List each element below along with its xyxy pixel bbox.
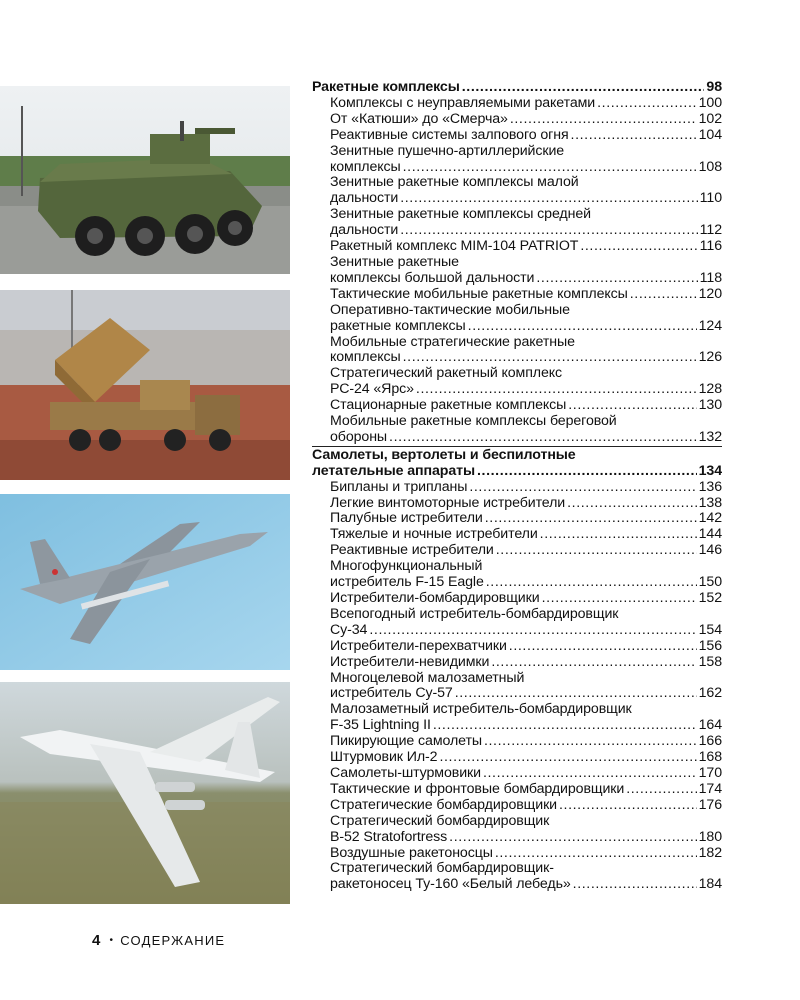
toc-page-number: 154	[698, 622, 722, 638]
dot-leader	[389, 430, 697, 446]
toc-entry-title: Многофункциональный	[330, 559, 483, 575]
toc-entry-title: Всепогодный истребитель-бомбардировщик	[330, 606, 619, 622]
fighter-jet-photo	[0, 494, 290, 670]
toc-entry	[312, 543, 722, 559]
toc-entry-title: Су-34	[330, 622, 368, 638]
dot-leader	[477, 464, 697, 480]
toc-entry-title: B-52 Stratofortress	[330, 829, 448, 845]
toc-entry-title: Бипланы и трипланы	[330, 479, 468, 495]
toc-page-number: 130	[698, 398, 722, 414]
dot-leader	[597, 96, 696, 112]
toc-entry-row	[330, 398, 722, 414]
dot-leader	[433, 718, 697, 734]
toc-page-number: 118	[699, 270, 722, 286]
toc-page-number: 162	[698, 686, 722, 702]
toc-page-number: 168	[698, 750, 722, 766]
toc-entry-title: Штурмовик Ил-2	[330, 750, 438, 766]
toc-entry-title: Оперативно-тактические мобильные	[330, 302, 570, 318]
dot-leader	[416, 382, 697, 398]
toc-entry-title: Комплексы с неуправляемыми ракетами	[330, 95, 596, 111]
toc-entry-title: Стационарные ракетные комплексы	[330, 398, 567, 414]
toc-entry-title: От «Катюши» до «Смерча»	[330, 111, 508, 127]
toc-entry	[312, 303, 722, 335]
toc-entry-row	[330, 511, 722, 527]
dot-leader	[510, 112, 697, 128]
toc-entry-title: Стратегический бомбардировщик-	[330, 861, 554, 877]
toc-page-number: 134	[698, 463, 722, 479]
toc-section	[312, 448, 722, 480]
toc-entry	[312, 527, 722, 543]
toc-entry-row	[330, 877, 722, 893]
toc-entry-title: ракетоносец Ту-160 «Белый лебедь»	[330, 877, 571, 893]
dot-leader	[400, 191, 697, 207]
toc-entry	[312, 398, 722, 414]
toc-page-number: 104	[698, 127, 722, 143]
toc-entry-row	[330, 239, 722, 255]
dot-leader	[486, 575, 697, 591]
section-divider	[312, 446, 722, 447]
toc-entry-title: истребитель Су-57	[330, 686, 453, 702]
dot-leader	[462, 80, 705, 96]
toc-entry-title: Тактические мобильные ракетные комплексы	[330, 286, 628, 302]
toc-entry-title: дальности	[330, 223, 399, 239]
dot-leader	[491, 655, 696, 671]
toc-entry-row	[330, 591, 722, 607]
toc-entry	[312, 112, 722, 128]
toc-entry-title: Легкие винтомоторные истребители	[330, 495, 566, 511]
toc-entry-row	[330, 639, 722, 655]
toc-entry-title: РС-24 «Ярс»	[330, 382, 414, 398]
toc-entry-row	[330, 527, 722, 543]
toc-entry-row	[312, 80, 722, 96]
dot-leader	[495, 846, 697, 862]
toc-entry-row	[330, 287, 722, 303]
toc-entry	[312, 96, 722, 112]
toc-entry-row	[330, 271, 722, 287]
toc-page-number: 146	[698, 543, 722, 559]
dot-leader	[469, 480, 696, 496]
toc-entry-row	[330, 766, 722, 782]
toc-entry-row	[330, 160, 722, 176]
toc-entry-title: обороны	[330, 429, 388, 445]
toc-entry	[312, 496, 722, 512]
toc-entry-row	[330, 96, 722, 112]
toc-entry-title: Стратегический ракетный комплекс	[330, 366, 563, 382]
toc-entry	[312, 861, 722, 893]
dot-leader	[496, 543, 697, 559]
toc-entry-title: комплексы большой дальности	[330, 270, 535, 286]
dot-leader	[485, 511, 697, 527]
toc-entry	[312, 846, 722, 862]
toc-entry-row	[312, 464, 722, 480]
toc-entry-row	[330, 623, 722, 639]
toc-entry-row	[330, 128, 722, 144]
toc-entry-title: Зенитные ракетные	[330, 254, 459, 270]
toc-entry	[312, 734, 722, 750]
toc-entry-row	[330, 575, 722, 591]
toc-entry-row	[330, 223, 722, 239]
dot-leader	[542, 591, 697, 607]
page-footer	[92, 932, 225, 949]
toc-entry-row	[330, 496, 722, 512]
toc-page-number: 124	[698, 318, 722, 334]
toc-entry-title: Воздушные ракетоносцы	[330, 845, 493, 861]
toc-entry	[312, 639, 722, 655]
toc-entry-row	[330, 718, 722, 734]
toc-section	[312, 80, 722, 96]
toc-page-number: 142	[698, 511, 722, 527]
dot-leader	[484, 734, 697, 750]
toc-page-number: 144	[698, 527, 722, 543]
dot-leader	[568, 398, 696, 414]
toc-entry-row	[330, 686, 722, 702]
toc-entry	[312, 480, 722, 496]
toc-page-number: 110	[699, 191, 722, 207]
toc-entry-row	[330, 734, 722, 750]
toc-entry-title: Малозаметный истребитель-бомбардировщик	[330, 702, 632, 718]
table-of-contents	[312, 80, 722, 893]
armored-vehicle-photo	[0, 86, 290, 274]
toc-entry-title: летательные аппараты	[312, 463, 475, 479]
dot-leader	[483, 766, 697, 782]
toc-entry-title: Самолеты-штурмовики	[330, 765, 481, 781]
toc-page-number: 164	[698, 718, 722, 734]
toc-entry	[312, 591, 722, 607]
toc-entry	[312, 255, 722, 287]
dot-leader	[573, 877, 697, 893]
toc-entry-row	[330, 430, 722, 446]
toc-page-number: 166	[698, 734, 722, 750]
toc-entry-title: комплексы	[330, 350, 401, 366]
toc-entry-row	[330, 655, 722, 671]
toc-entry	[312, 798, 722, 814]
toc-page-number: 128	[698, 382, 722, 398]
toc-entry-title: Истребители-перехватчики	[330, 638, 507, 654]
toc-page-number: 182	[698, 845, 722, 861]
toc-page-number: 108	[698, 159, 722, 175]
toc-entry-title: Реактивные системы залпового огня	[330, 127, 569, 143]
toc-entry-title: Многоцелевой малозаметный	[330, 670, 525, 686]
toc-page-number: 170	[698, 765, 722, 781]
toc-entry-title: Истребители-невидимки	[330, 654, 490, 670]
toc-entry	[312, 414, 722, 446]
dot-leader	[540, 527, 697, 543]
toc-entry-row	[330, 846, 722, 862]
toc-page-number: 174	[698, 781, 722, 797]
toc-entry-row	[330, 750, 722, 766]
toc-entry-row	[330, 782, 722, 798]
dot-leader	[468, 319, 697, 335]
toc-entry	[312, 559, 722, 591]
dot-leader	[400, 223, 697, 239]
toc-page-number: 138	[698, 495, 722, 511]
toc-page-number: 136	[698, 479, 722, 495]
toc-page-number: 98	[706, 80, 722, 95]
patriot-launcher-photo	[0, 290, 290, 480]
toc-entry-title: комплексы	[330, 159, 401, 175]
toc-page-number: 112	[699, 223, 722, 239]
toc-entry-title: Зенитные ракетные комплексы малой	[330, 175, 579, 191]
dot-leader	[509, 639, 697, 655]
toc-entry-title: Стратегические бомбардировщики	[330, 797, 557, 813]
toc-entry	[312, 671, 722, 703]
toc-entry-row	[330, 382, 722, 398]
toc-entry	[312, 702, 722, 734]
toc-entry-row	[330, 112, 722, 128]
toc-entry	[312, 128, 722, 144]
toc-page-number: 176	[698, 797, 722, 813]
footer-bullet: •	[109, 935, 115, 946]
toc-entry-row	[330, 350, 722, 366]
dot-leader	[369, 623, 696, 639]
toc-entry-title: Мобильные ракетные комплексы береговой	[330, 414, 617, 430]
dot-leader	[580, 239, 697, 255]
toc-entry-row	[330, 319, 722, 335]
toc-entry-title: Истребители-бомбардировщики	[330, 591, 540, 606]
toc-entry	[312, 782, 722, 798]
toc-page-number: 102	[698, 111, 722, 127]
toc-entry	[312, 207, 722, 239]
toc-page-number: 180	[698, 829, 722, 845]
toc-entry-title: Реактивные истребители	[330, 543, 494, 559]
toc-entry	[312, 287, 722, 303]
toc-entry	[312, 750, 722, 766]
toc-page-number: 158	[698, 654, 722, 670]
dot-leader	[567, 496, 696, 512]
toc-entry-title: дальности	[330, 191, 399, 207]
dot-leader	[571, 128, 697, 144]
page-number: 4	[92, 932, 102, 949]
dot-leader	[630, 287, 697, 303]
toc-entry	[312, 607, 722, 639]
toc-page-number: 132	[698, 429, 722, 445]
toc-entry-title: Мобильные стратегические ракетные	[330, 334, 575, 350]
toc-entry-title: F-35 Lightning II	[330, 718, 431, 734]
toc-entry	[312, 655, 722, 671]
dot-leader	[439, 750, 696, 766]
dot-leader	[455, 686, 697, 702]
toc-page-number: 150	[698, 575, 722, 591]
toc-page-number: 116	[699, 239, 722, 255]
dot-leader	[403, 350, 697, 366]
strategic-bomber-photo	[0, 682, 290, 904]
toc-entry-title: Самолеты, вертолеты и беспилотные	[312, 447, 576, 463]
dot-leader	[536, 271, 697, 287]
toc-page-number: 156	[698, 638, 722, 654]
toc-entry-row	[330, 543, 722, 559]
toc-entry-title: Пикирующие самолеты	[330, 734, 482, 750]
toc-entry-title: Ракетный комплекс MIM-104 PATRIOT	[330, 239, 579, 255]
toc-entry-row	[330, 191, 722, 207]
toc-page-number: 152	[698, 591, 722, 606]
toc-page-number: 120	[698, 286, 722, 302]
dot-leader	[449, 830, 696, 846]
toc-entry	[312, 175, 722, 207]
toc-entry-title: Палубные истребители	[330, 511, 483, 527]
toc-entry	[312, 511, 722, 527]
toc-entry-title: Зенитные ракетные комплексы средней	[330, 207, 591, 223]
toc-entry	[312, 144, 722, 176]
toc-entry-row	[330, 480, 722, 496]
toc-entry-title: Тяжелые и ночные истребители	[330, 527, 538, 543]
dot-leader	[403, 160, 697, 176]
dot-leader	[626, 782, 696, 798]
footer-title: СОДЕРЖАНИЕ	[120, 933, 226, 948]
toc-entry-title: ракетные комплексы	[330, 318, 466, 334]
toc-entry-title: Зенитные пушечно-артиллерийские	[330, 143, 565, 159]
toc-entry-title: Тактические и фронтовые бомбардировщики	[330, 781, 625, 797]
toc-entry	[312, 335, 722, 367]
toc-entry-title: Ракетные комплексы	[312, 80, 460, 95]
toc-entry	[312, 366, 722, 398]
toc-page-number: 126	[698, 350, 722, 366]
toc-entry	[312, 239, 722, 255]
toc-entry-row	[330, 830, 722, 846]
toc-entry-title: Стратегический бомбардировщик	[330, 813, 550, 829]
toc-page-number: 184	[698, 877, 722, 893]
dot-leader	[559, 798, 697, 814]
toc-entry-row	[330, 798, 722, 814]
toc-entry-title: истребитель F-15 Eagle	[330, 575, 484, 591]
toc-page-number: 100	[698, 95, 722, 111]
toc-entry	[312, 766, 722, 782]
toc-entry	[312, 814, 722, 846]
